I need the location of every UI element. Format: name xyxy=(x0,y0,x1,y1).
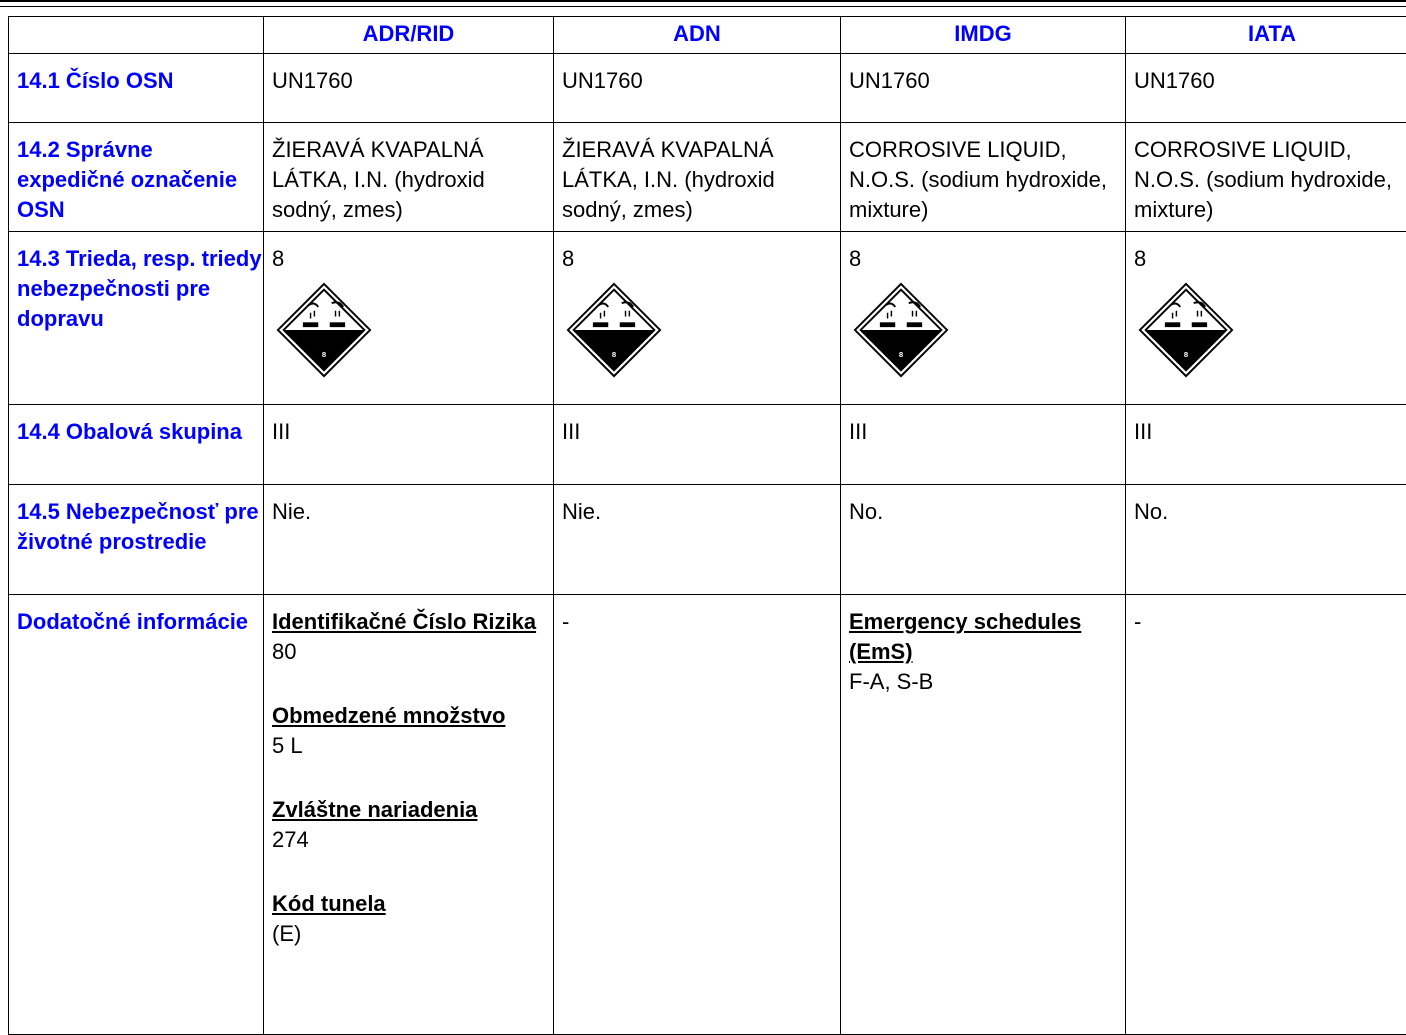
table-row xyxy=(9,232,1406,405)
cell-iata-additional-info: - xyxy=(1126,595,1406,1035)
cell-iata-shipping-name: CORROSIVE LIQUID, N.O.S. (sodium hydroxide, mixture) xyxy=(1126,123,1406,232)
table-row xyxy=(9,485,1406,595)
corrosive-class-8-icon xyxy=(1138,282,1234,378)
corrosive-class-8-icon xyxy=(566,282,662,378)
header-adr-rid: ADR/RID xyxy=(264,17,554,54)
header-row xyxy=(9,17,1406,54)
page-border-top xyxy=(0,0,1406,2)
cell-adr-shipping-name: ŽIERAVÁ KVAPALNÁ LÁTKA, I.N. (hydroxid sodný, zmes) xyxy=(264,123,554,232)
cell-adr-additional-info xyxy=(264,595,554,1035)
special-provisions-value: 274 xyxy=(272,825,553,855)
header-imdg: IMDG xyxy=(841,17,1126,54)
hazard-id-number-value: 80 xyxy=(272,637,553,667)
hazard-id-number-label: Identifikačné Číslo Rizika xyxy=(272,607,553,637)
hazard-class-value: 8 xyxy=(272,246,284,271)
cell-imdg-additional-info xyxy=(841,595,1126,1035)
row-label-shipping-name: 14.2 Správne expedičné označenie OSN xyxy=(9,123,264,232)
table-row xyxy=(9,123,1406,232)
corrosive-class-8-icon xyxy=(853,282,949,378)
cell-adn-un-number: UN1760 xyxy=(554,54,841,123)
corrosive-class-8-icon xyxy=(276,282,372,378)
pictogram-number: 8 xyxy=(612,350,617,359)
cell-imdg-un-number: UN1760 xyxy=(841,54,1126,123)
cell-adn-additional-info: - xyxy=(554,595,841,1035)
page-border-top-inner xyxy=(0,6,1406,7)
hazard-class-value: 8 xyxy=(562,246,574,271)
cell-iata-un-number: UN1760 xyxy=(1126,54,1406,123)
limited-quantity-value: 5 L xyxy=(272,731,553,761)
ems-value: F-A, S-B xyxy=(849,667,1125,697)
cell-imdg-environmental-hazard: No. xyxy=(841,485,1126,595)
transport-info-table xyxy=(8,16,1406,1035)
pictogram-number: 8 xyxy=(1184,350,1189,359)
row-label-un-number: 14.1 Číslo OSN xyxy=(9,54,264,123)
header-iata: IATA xyxy=(1126,17,1406,54)
cell-iata-hazard-class xyxy=(1126,232,1406,405)
table-row xyxy=(9,405,1406,485)
cell-adn-shipping-name: ŽIERAVÁ KVAPALNÁ LÁTKA, I.N. (hydroxid sodný, zmes) xyxy=(554,123,841,232)
hazard-class-value: 8 xyxy=(1134,246,1146,271)
tunnel-code-value: (E) xyxy=(272,919,553,949)
special-provisions-label: Zvláštne nariadenia xyxy=(272,795,553,825)
cell-adr-packing-group: III xyxy=(264,405,554,485)
cell-adr-un-number: UN1760 xyxy=(264,54,554,123)
cell-adr-hazard-class xyxy=(264,232,554,405)
cell-adn-environmental-hazard: Nie. xyxy=(554,485,841,595)
row-label-packing-group: 14.4 Obalová skupina xyxy=(9,405,264,485)
cell-iata-packing-group: III xyxy=(1126,405,1406,485)
tunnel-code-label: Kód tunela xyxy=(272,889,553,919)
cell-adr-environmental-hazard: Nie. xyxy=(264,485,554,595)
table-row xyxy=(9,595,1406,1035)
row-label-environmental-hazard: 14.5 Nebezpečnosť pre životné prostredie xyxy=(9,485,264,595)
table-row xyxy=(9,54,1406,123)
row-label-additional-info: Dodatočné informácie xyxy=(9,595,264,1035)
ems-label: Emergency schedules (EmS) xyxy=(849,607,1125,667)
cell-adn-hazard-class xyxy=(554,232,841,405)
pictogram-number: 8 xyxy=(322,350,327,359)
hazard-class-value: 8 xyxy=(849,246,861,271)
cell-imdg-hazard-class xyxy=(841,232,1126,405)
header-empty xyxy=(9,17,264,54)
cell-imdg-packing-group: III xyxy=(841,405,1126,485)
header-adn: ADN xyxy=(554,17,841,54)
cell-imdg-shipping-name: CORROSIVE LIQUID, N.O.S. (sodium hydroxide, mixture) xyxy=(841,123,1126,232)
limited-quantity-label: Obmedzené množstvo xyxy=(272,701,553,731)
cell-iata-environmental-hazard: No. xyxy=(1126,485,1406,595)
pictogram-number: 8 xyxy=(899,350,904,359)
cell-adn-packing-group: III xyxy=(554,405,841,485)
row-label-hazard-class: 14.3 Trieda, resp. triedy nebezpečnosti pre dopravu xyxy=(9,232,264,405)
